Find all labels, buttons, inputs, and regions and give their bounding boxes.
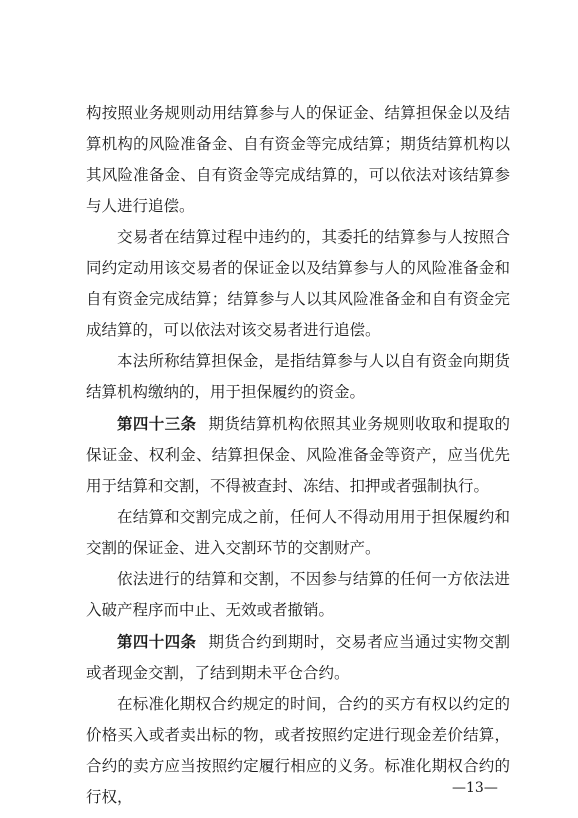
paragraph: 本法所称结算担保金，是指结算参与人以自有资金向期货结算机构缴纳的，用于担保履约的资金。 xyxy=(86,352,510,401)
article-heading: 第四十四条 xyxy=(117,632,197,651)
article-44 xyxy=(86,626,510,689)
body-text xyxy=(86,98,510,813)
paragraph: 依法进行的结算和交割，不因参与结算的任何一方依法进入破产程序而中止、无效或者撤销。 xyxy=(86,570,510,619)
paragraph: 在标准化期权合约规定的时间，合约的买方有权以约定的价格买入或者卖出标的物，或者按照约定进行现金差价结算，合约的卖方应当按照约定履行相应的义务。标准化期权合约的行权， xyxy=(86,695,510,806)
article-text: 期货合约到期时，交易者应当通过实物交割或者现金交割，了结到期未平仓合约。 xyxy=(86,633,510,682)
paragraph: 交易者在结算过程中违约的，其委托的结算参与人按照合同约定动用该交易者的保证金以及结算参与人的风险准备金和自有资金完成结算；结算参与人以其风险准备金和自有资金完成结算的，可以依法对该交易者进行追偿。 xyxy=(86,228,510,339)
article-heading: 第四十三条 xyxy=(117,414,197,433)
article-43 xyxy=(86,408,510,502)
page-number: —13— xyxy=(452,780,498,796)
article-text: 期货结算机构依照其业务规则收取和提取的保证金、权利金、结算担保金、风险准备金等资产，应当优先用于结算和交割，不得被查封、冻结、扣押或者强制执行。 xyxy=(86,415,510,495)
paragraph-continuation: 构按照业务规则动用结算参与人的保证金、结算担保金以及结算机构的风险准备金、自有资金等完成结算；期货结算机构以其风险准备金、自有资金等完成结算的，可以依法对该结算参与人进行追偿。 xyxy=(86,104,510,215)
paragraph: 在结算和交割完成之前，任何人不得动用用于担保履约和交割的保证金、进入交割环节的交割财产。 xyxy=(86,508,510,557)
